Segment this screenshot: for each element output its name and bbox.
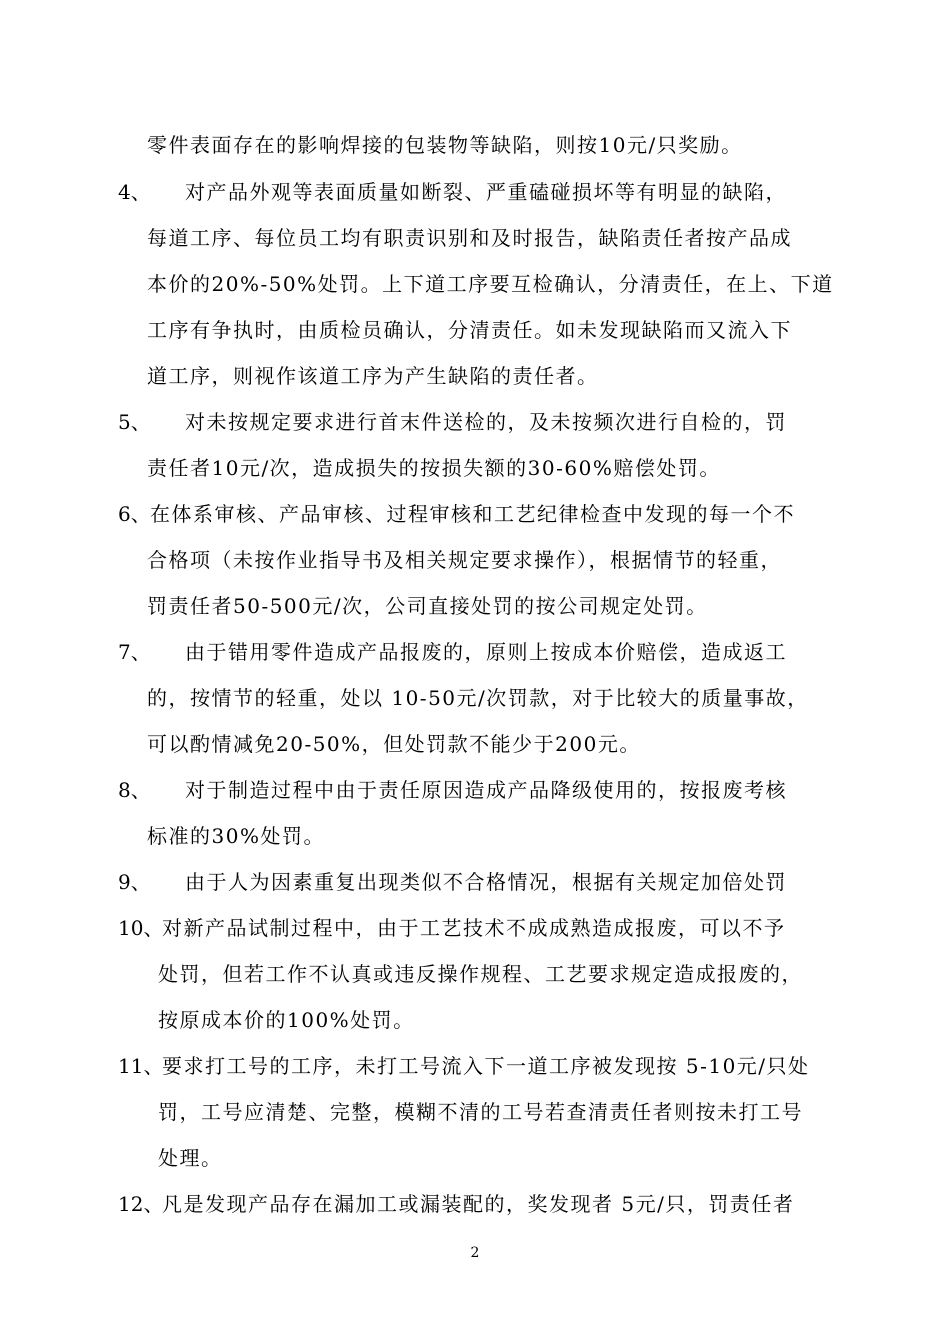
item-11-line-2: 罚，工号应清楚、完整，模糊不清的工号若查清责任者则按未打工号 bbox=[158, 1100, 803, 1124]
item-10-line-3: 按原成本价的100%处罚。 bbox=[158, 1008, 415, 1032]
item-6-line-2: 合格项（未按作业指导书及相关规定要求操作），根据情节的轻重， bbox=[147, 548, 782, 572]
item-number-6: 6、 bbox=[118, 502, 151, 526]
item-8-line-1: 对于制造过程中由于责任原因造成产品降级使用的，按报废考核 bbox=[185, 778, 787, 802]
item-4-line-3: 本价的20%-50%处罚。上下道工序要互检确认，分清责任，在上、下道 bbox=[147, 272, 834, 296]
item-10-line-1: 对新产品试制过程中，由于工艺技术不成成熟造成报废，可以不予 bbox=[162, 916, 786, 940]
item-number-8: 8、 bbox=[118, 778, 151, 802]
item-5-line-1: 对未按规定要求进行首末件送检的，及未按频次进行自检的，罚 bbox=[185, 410, 787, 434]
item-number-11: 11、 bbox=[118, 1054, 164, 1078]
item-12-line-1: 凡是发现产品存在漏加工或漏装配的，奖发现者 5元/只，罚责任者 bbox=[162, 1192, 795, 1216]
paragraph-continuation-line: 零件表面存在的影响焊接的包装物等缺陷，则按10元/只奖励。 bbox=[147, 133, 743, 157]
item-4-line-4: 工序有争执时，由质检员确认，分清责任。如未发现缺陷而又流入下 bbox=[147, 318, 792, 342]
item-number-10: 10、 bbox=[118, 916, 164, 940]
item-7-line-2: 的，按情节的轻重，处以 10-50元/次罚款，对于比较大的质量事故， bbox=[147, 686, 809, 710]
item-4-line-5: 道工序，则视作该道工序为产生缺陷的责任者。 bbox=[147, 364, 599, 388]
item-6-line-1: 在体系审核、产品审核、过程审核和工艺纪律检查中发现的每一个不 bbox=[150, 502, 795, 526]
item-number-5: 5、 bbox=[118, 410, 151, 434]
item-4-line-1: 对产品外观等表面质量如断裂、严重磕碰损坏等有明显的缺陷， bbox=[185, 180, 787, 204]
item-number-12: 12、 bbox=[118, 1192, 164, 1216]
item-5-line-2: 责任者10元/次，造成损失的按损失额的30-60%赔偿处罚。 bbox=[147, 456, 721, 480]
item-9-line-1: 由于人为因素重复出现类似不合格情况，根据有关规定加倍处罚 bbox=[185, 870, 787, 894]
item-number-4: 4、 bbox=[118, 180, 151, 204]
page-number: 2 bbox=[470, 1245, 480, 1261]
item-number-7: 7、 bbox=[118, 640, 151, 664]
item-11-line-1: 要求打工号的工序，未打工号流入下一道工序被发现按 5-10元/只处 bbox=[162, 1054, 810, 1078]
item-6-line-3: 罚责任者50-500元/次，公司直接处罚的按公司规定处罚。 bbox=[147, 594, 708, 618]
item-10-line-2: 处罚，但若工作不认真或违反操作规程、工艺要求规定造成报废的， bbox=[158, 962, 803, 986]
item-8-line-2: 标准的30%处罚。 bbox=[147, 824, 325, 848]
item-7-line-3: 可以酌情减免20-50%，但处罚款不能少于200元。 bbox=[147, 732, 641, 756]
item-11-line-3: 处理。 bbox=[158, 1146, 223, 1170]
item-4-line-2: 每道工序、每位员工均有职责识别和及时报告，缺陷责任者按产品成 bbox=[147, 226, 792, 250]
item-number-9: 9、 bbox=[118, 870, 151, 894]
item-7-line-1: 由于错用零件造成产品报废的，原则上按成本价赔偿，造成返工 bbox=[185, 640, 787, 664]
